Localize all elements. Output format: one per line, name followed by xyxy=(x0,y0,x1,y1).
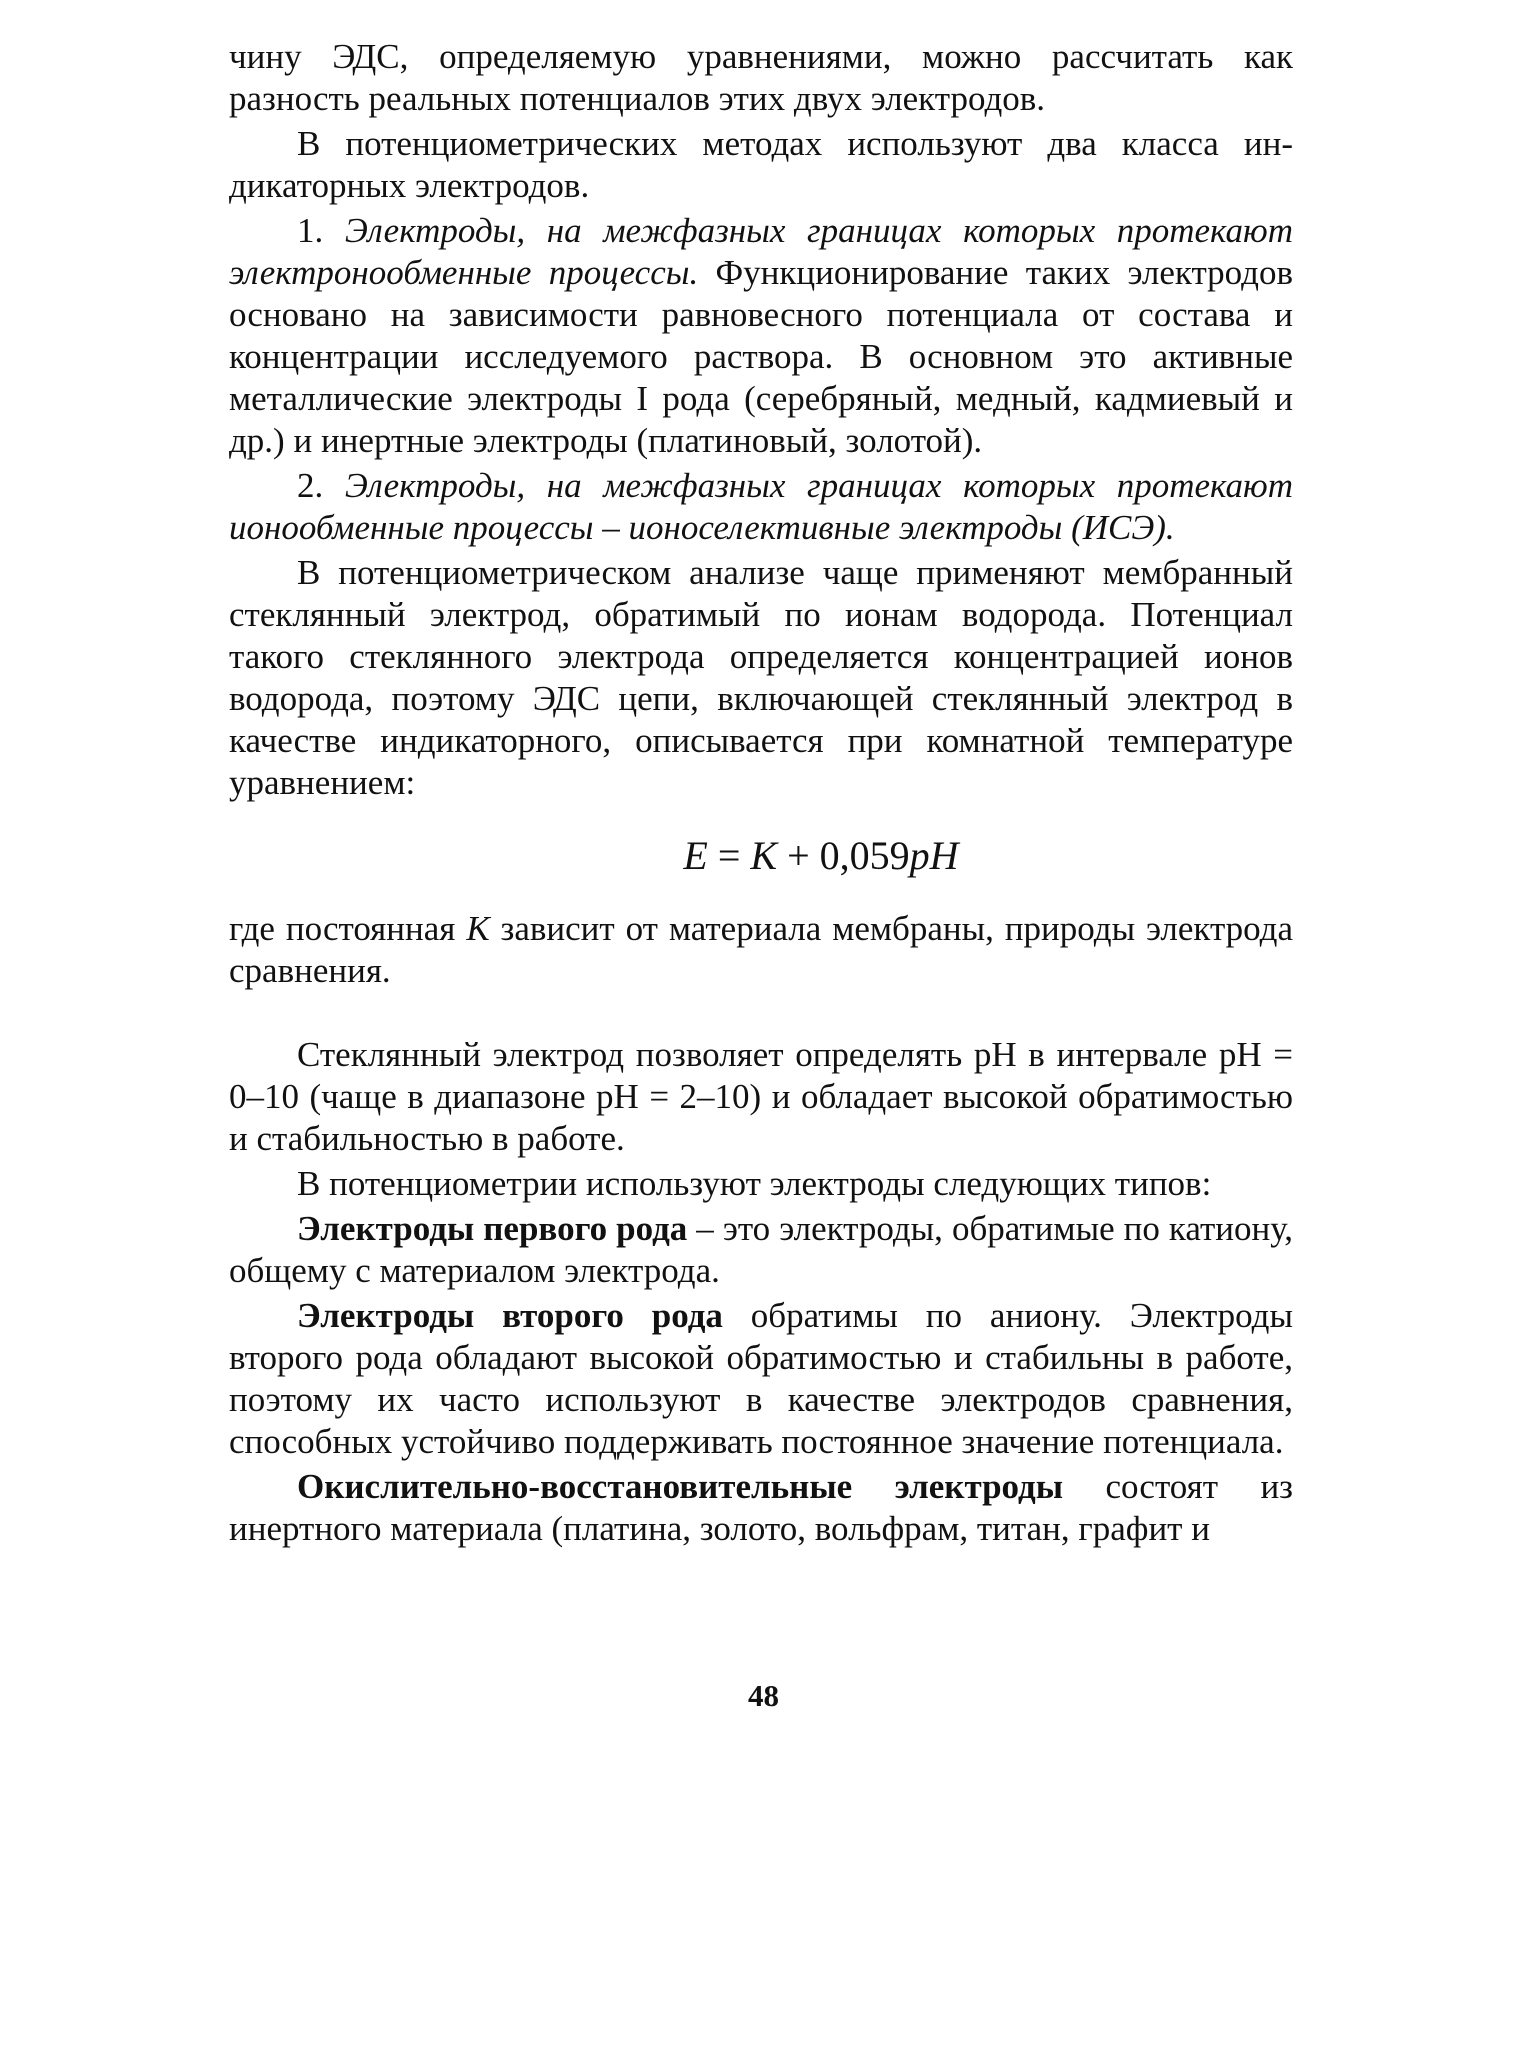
paragraph-text: В потенциометрических методах используют два класса индикаторных электродов. xyxy=(229,124,1293,205)
bold-term: Электроды первого рода xyxy=(297,1209,688,1248)
paragraph-ion-exchange-electrodes xyxy=(229,465,1293,549)
equation-emf xyxy=(229,832,1293,880)
italic-heading: Электроды, на межфазных границах которых протекают электронообменные процессы. xyxy=(229,211,1293,292)
paragraph-text: В потенциометрии используют электроды следующих типов: xyxy=(297,1164,1212,1203)
equation-lhs: E xyxy=(683,833,708,878)
paragraph-text: обратимы по аниону. Электроды второго рода обладают высокой обратимостью и стабильны в работе, поэтому их часто используют в качестве электродов сравнения, способных устойчиво поддерживать постоянное значение потенциала. xyxy=(229,1296,1293,1461)
paragraph-constant-k xyxy=(229,908,1293,992)
paragraph-text: чину ЭДС, определяемую уравнениями, можно рассчитать как разность реальных потенциалов этих двух электродов. xyxy=(229,37,1293,118)
paragraph-text: состоят из инертного материала (платина, золото, вольфрам, титан, графит и xyxy=(229,1467,1294,1548)
paragraph-electrode-types-intro xyxy=(229,1163,1293,1205)
page-body xyxy=(229,36,1293,1550)
paragraph-ph-range xyxy=(229,1034,1293,1160)
paragraph-emf-difference xyxy=(229,36,1293,120)
paragraph-text: Функционирование таких электродов основано на зависимости равновесного потенциала от состава и концентрации исследуемого раствора. В основном это активные металлические электроды I рода (серебряный, медный, кадмиевый и др.) и инертные электроды (платиновый, золотой). xyxy=(229,253,1293,460)
bold-term: Электроды второго рода xyxy=(297,1296,723,1335)
italic-variable: К xyxy=(466,909,490,948)
italic-heading: Электроды, на межфазных границах которых протекают ионообменные процессы – ионоселективные электроды (ИСЭ). xyxy=(229,466,1293,547)
paragraph-electron-exchange-electrodes xyxy=(229,210,1293,462)
paragraph-second-kind-electrodes xyxy=(229,1295,1293,1463)
page-number: 48 xyxy=(748,1678,779,1713)
equation-coefficient: + 0,059 xyxy=(777,833,910,878)
paragraph-redox-electrodes xyxy=(229,1466,1293,1550)
paragraph-text: В потенциометрическом анализе чаще применяют мембранный стеклянный электрод, обратимый по ионам водорода. Потенциал такого стеклянного электрода определяется концентрацией ионов водорода, поэтому ЭДС цепи, включающей стеклянный электрод в качестве индикаторного, описывается при комнатной температуре уравнением: xyxy=(229,553,1293,802)
equation-constant: K xyxy=(750,833,778,878)
equation-ph: pH xyxy=(909,833,959,878)
equation-equals: = xyxy=(707,833,751,878)
paragraph-indicator-electrode-classes xyxy=(229,123,1293,207)
list-number: 2. xyxy=(297,466,345,505)
paragraph-text: где постоянная xyxy=(229,909,467,948)
list-number: 1. xyxy=(297,211,345,250)
paragraph-text: – это электроды, обратимые по катиону, общему с материалом электрода. xyxy=(229,1209,1293,1290)
bold-term: Окислительно-восстановительные электроды xyxy=(297,1467,1064,1506)
paragraph-first-kind-electrodes xyxy=(229,1208,1293,1292)
paragraph-text: Стеклянный электрод позволяет определять pH в интервале pH = 0–10 (чаще в диапазоне pH = 2–10) и обладает высокой обратимостью и стабильностью в работе. xyxy=(229,1035,1293,1158)
paragraph-text: зависит от материала мембраны, природы электрода сравнения. xyxy=(229,909,1294,990)
paragraph-glass-electrode xyxy=(229,552,1293,804)
